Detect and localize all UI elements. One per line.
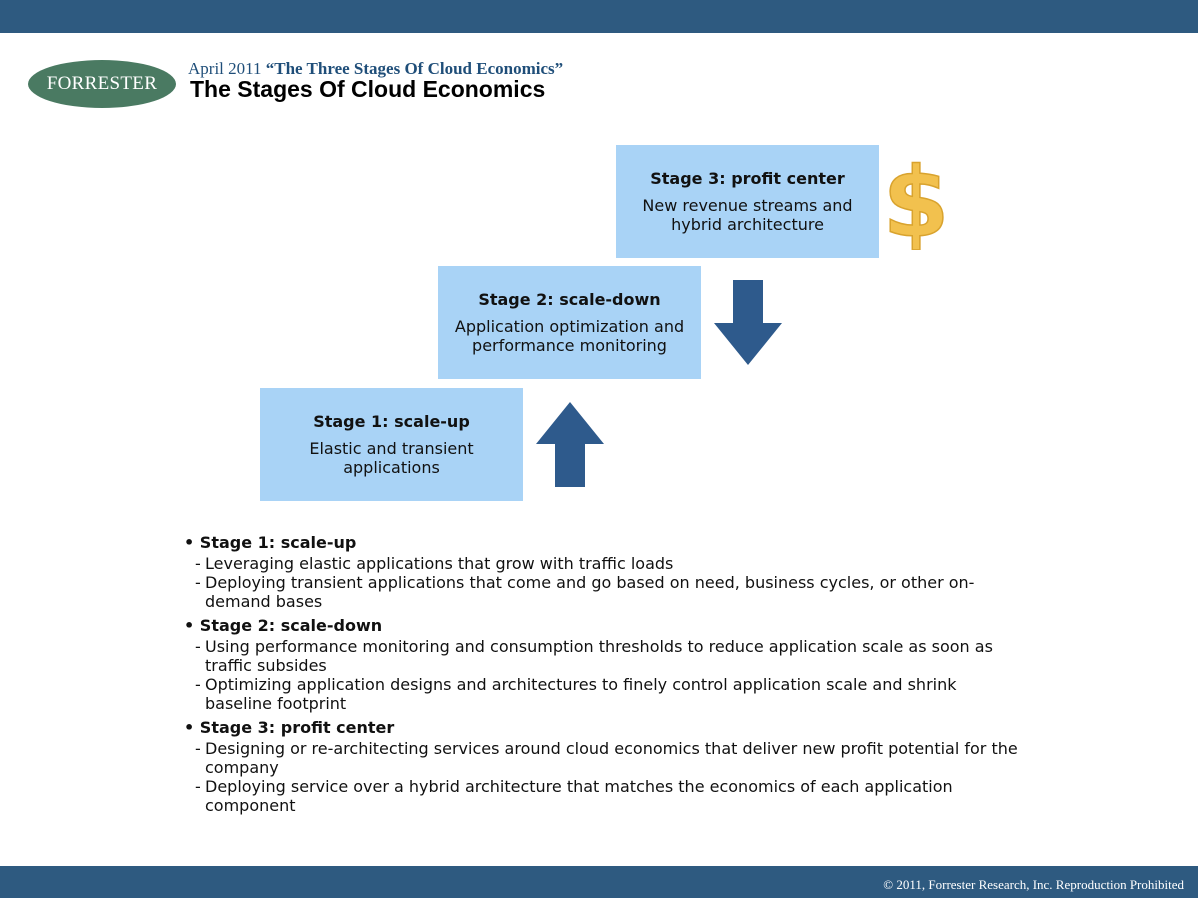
stage-1-description: Elastic and transient applications [309,439,474,477]
subtitle-date: April 2011 [188,59,262,78]
page-title: The Stages Of Cloud Economics [190,76,546,102]
bullet-heading: • Stage 2: scale-down [184,616,383,635]
down-arrow-icon [713,280,783,366]
bullet-item: - Designing or re-architecting services around cloud economics that deliver new profit potential for the company [195,739,1018,777]
stage-bullet-list [184,528,1024,815]
stage-1-box [260,388,523,501]
stage-3-description: New revenue streams and hybrid architecture [642,196,853,234]
forrester-logo [28,60,176,108]
bullet-item: - Optimizing application designs and architectures to finely control application scale and shrink baseline footprint [195,675,957,713]
logo-text: FORRESTER [46,73,158,94]
bullet-item: - Leveraging elastic applications that grow with traffic loads [195,554,674,573]
bullet-heading: • Stage 1: scale-up [184,533,357,552]
bullet-group-stage-3 [184,717,1024,815]
up-arrow-icon [535,402,605,488]
top-bar [0,0,1198,33]
dollar-glyph: $ [882,150,950,250]
subtitle-report: “The Three Stages Of Cloud Economics” [265,59,564,78]
bullet-item: - Deploying service over a hybrid architecture that matches the economics of each application component [195,777,953,815]
stage-2-heading: Stage 2: scale-down [478,290,661,309]
stage-2-box [438,266,701,379]
bullet-heading: • Stage 3: profit center [184,718,395,737]
bullet-group-stage-1 [184,532,1024,611]
bullet-group-stage-2 [184,615,1024,713]
stage-3-box [616,145,879,258]
stage-1-heading: Stage 1: scale-up [313,412,470,431]
dollar-icon [880,150,952,250]
copyright-notice: © 2011, Forrester Research, Inc. Reproduction Prohibited [883,877,1184,892]
stage-3-heading: Stage 3: profit center [650,169,845,188]
bullet-item: - Deploying transient applications that come and go based on need, business cycles, or other on-demand bases [195,573,975,611]
bullet-item: - Using performance monitoring and consumption thresholds to reduce application scale as soon as traffic subsides [195,637,993,675]
stage-2-description: Application optimization and performance monitoring [454,317,685,355]
